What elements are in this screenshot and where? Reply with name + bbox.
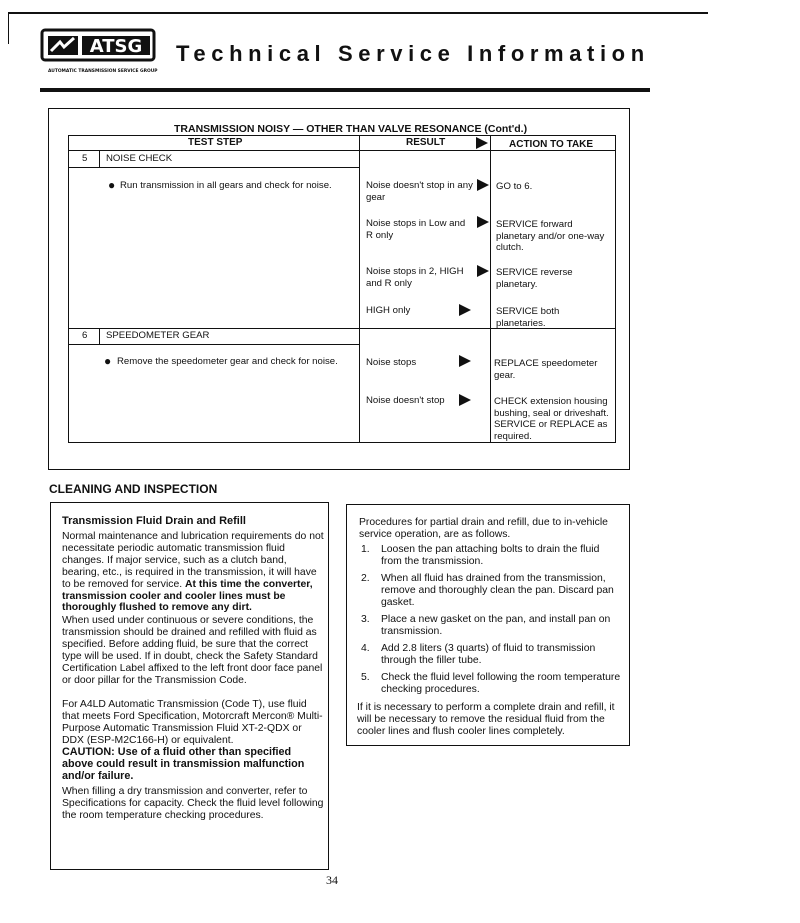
step-num-divider — [99, 150, 100, 167]
procedure-step-text: Place a new gasket on the pan, and install pan on transmission. — [381, 614, 611, 637]
procedure-step-number: 4. — [361, 643, 370, 654]
step-number: 5 — [82, 153, 88, 164]
step-number: 6 — [82, 330, 88, 341]
paragraph: When filling a dry transmission and converter, refer to Specifications for capacity. Check the fluid level following the room temperature checking procedures. — [62, 786, 324, 821]
row-divider — [68, 167, 360, 168]
header-divider — [68, 150, 616, 151]
action-text: SERVICE reverse planetary. — [496, 267, 573, 290]
arrow-icon — [459, 355, 471, 367]
atsg-logo — [40, 28, 168, 76]
step-name: NOISE CHECK — [106, 153, 173, 164]
caution-text: CAUTION: Use of a fluid other than specified above could result in transmission malfunction and/or failure. — [62, 746, 305, 782]
arrow-icon — [477, 216, 489, 228]
procedure-step-number: 3. — [361, 614, 370, 625]
step-instruction: Remove the speedometer gear and check for noise. — [117, 356, 338, 367]
col-header-action: ACTION TO TAKE — [509, 139, 594, 150]
page-number: 34 — [326, 873, 338, 887]
action-text: CHECK extension housing bushing, seal or driveshaft. SERVICE or REPLACE as required. — [494, 396, 609, 442]
svg-text:AUTOMATIC TRANSMISSION SERVICE: AUTOMATIC TRANSMISSION SERVICE GROUP — [48, 69, 158, 74]
procedure-step-number: 2. — [361, 573, 370, 584]
procedure-step-number: 5. — [361, 672, 370, 683]
result-text: Noise stops in 2, HIGH and R only — [366, 266, 464, 289]
result-text: HIGH only — [366, 305, 411, 316]
action-text: SERVICE both planetaries. — [496, 306, 560, 329]
result-text: Noise doesn't stop in any gear — [366, 180, 473, 203]
action-text: GO to 6. — [496, 181, 533, 192]
bullet-icon: ● — [104, 354, 112, 368]
step-num-divider — [99, 328, 100, 344]
arrow-icon — [459, 304, 471, 316]
svg-text:ATSG: ATSG — [89, 36, 143, 57]
table-title: TRANSMISSION NOISY — OTHER THAN VALVE RESONANCE (Cont'd.) — [174, 123, 528, 135]
paragraph — [62, 531, 326, 614]
procedure-step-text: Check the fluid level following the room temperature checking procedures. — [381, 672, 621, 695]
col-divider — [490, 135, 491, 443]
action-text: REPLACE speedometer gear. — [494, 358, 598, 381]
paragraph-bold-text: At this time the converter, transmission cooler and cooler lines must be thoroughly flushed to remove any dirt. — [62, 578, 313, 614]
result-text: Noise stops in Low and R only — [366, 218, 466, 241]
subsection-heading: Transmission Fluid Drain and Refill — [62, 515, 246, 527]
arrow-icon — [477, 179, 489, 191]
section-title: CLEANING AND INSPECTION — [49, 482, 218, 496]
paragraph: For A4LD Automatic Transmission (Code T), use fluid that meets Ford Specification, Motorcraft Mercon® Multi-Purpose Automatic Transmission Fluid XT-2-QDX or DDX (ESP-M2C166-H) or equivalent. — [62, 699, 323, 746]
arrow-icon — [459, 394, 471, 406]
col-header-result: RESULT — [406, 137, 446, 148]
row-divider — [68, 344, 360, 345]
top-rule — [8, 12, 708, 14]
procedure-intro: Procedures for partial drain and refill, due to in-vehicle service operation, are as follows. — [359, 517, 608, 540]
paragraph: When used under continuous or severe conditions, the transmission should be drained and refilled with fluid as specified. Before adding fluid, be sure that the correct type will be used. If in doubt, check the Safety Standard Certification Label affixed to the left front door face panel or door pillar for the Transmission Code. — [62, 615, 323, 686]
header-rule — [40, 88, 650, 92]
bullet-icon: ● — [108, 178, 116, 192]
col-header-test-step: TEST STEP — [188, 137, 243, 148]
procedure-outro: If it is necessary to perform a complete drain and refill, it will be necessary to remove the residual fluid from the cooler lines and flush cooler lines completely. — [357, 702, 615, 737]
arrow-icon — [477, 265, 489, 277]
paragraph-text: Normal maintenance and lubrication requirements do not necessitate periodic automatic transmission fluid changes. If major service, such as a clutch band, bearing, etc., is required in the transmission, it will have to be removed for service. — [62, 531, 324, 590]
procedure-step-text: Loosen the pan attaching bolts to drain the fluid from the transmission. — [381, 544, 600, 567]
col-divider — [359, 135, 360, 443]
procedure-step-number: 1. — [361, 544, 370, 555]
page-title: Technical Service Information — [176, 41, 650, 66]
procedure-step-text: Add 2.8 liters (3 quarts) of fluid to transmission through the filler tube. — [381, 643, 596, 666]
arrow-icon — [476, 137, 488, 149]
procedure-step-text: When all fluid has drained from the transmission, remove and thoroughly clean the pan. Discard pan gasket. — [381, 573, 614, 608]
result-text: Noise stops — [366, 357, 417, 368]
step-instruction: Run transmission in all gears and check for noise. — [120, 180, 332, 191]
left-rule — [8, 14, 9, 44]
result-text: Noise doesn't stop — [366, 395, 445, 406]
step-name: SPEEDOMETER GEAR — [106, 330, 210, 341]
action-text: SERVICE forward planetary and/or one-way clutch. — [496, 219, 605, 253]
